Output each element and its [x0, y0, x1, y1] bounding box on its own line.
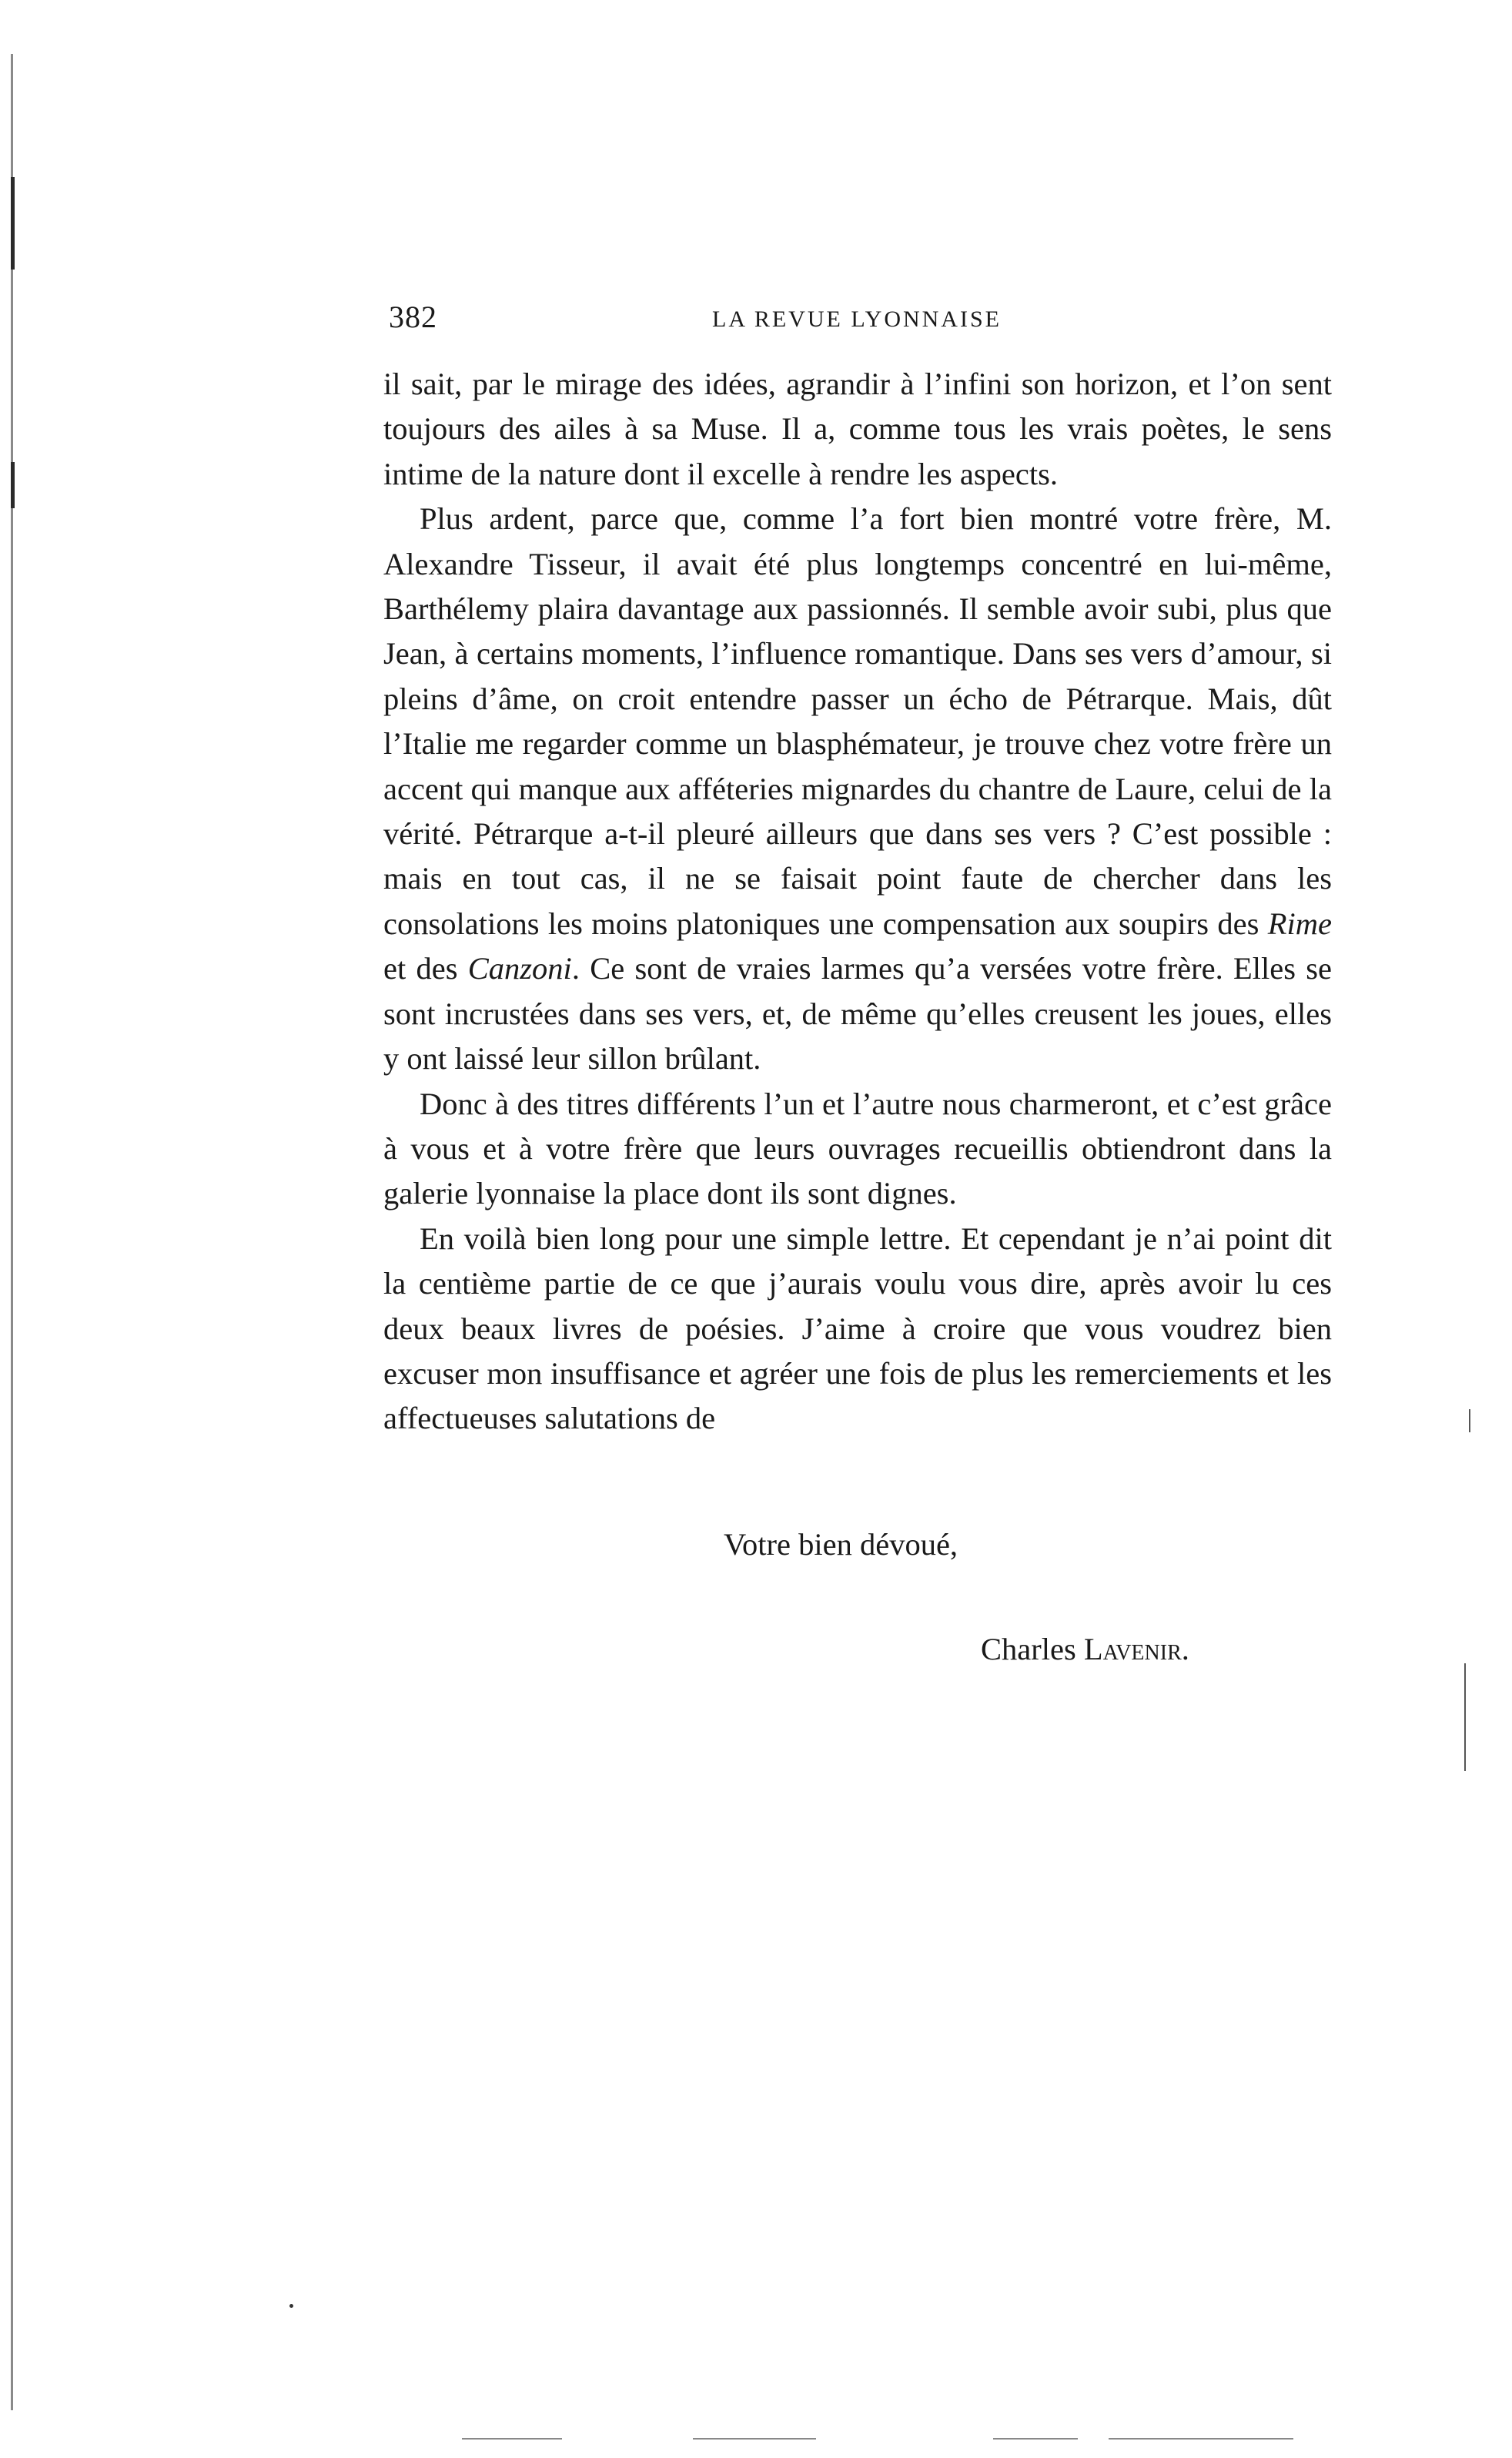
paragraph-2-conjunction: et des	[383, 951, 458, 986]
italic-title-rime: Rime	[1267, 906, 1333, 941]
letter-body	[383, 362, 1332, 1442]
running-head	[389, 299, 1336, 345]
signature-last-name: Lavenir	[1083, 1632, 1182, 1666]
paragraph-1: il sait, par le mirage des idées, agrandir à l’infini son horizon, et l’on sent toujours des ailes à sa Muse. Il a, comme tous les vrais poètes, le sens intime de la nature dont il excelle à rendre les aspects.	[383, 367, 1332, 491]
italic-title-canzoni: Canzoni	[467, 951, 572, 986]
journal-title: LA REVUE LYONNAISE	[712, 306, 1002, 332]
scan-speck	[289, 2304, 293, 2308]
paragraph-3: Donc à des titres différents l’un et l’autre nous charmeront, et c’est grâce à vous et à votre frère que leurs ouvrages recueillis obtiendront dans la galerie lyonnaise la place dont ils sont dignes.	[383, 1086, 1332, 1211]
paragraph-2-tail: . Ce sont de vraies larmes qu’a versées votre frère. Elles se sont incrustées dans ses vers, et, de même qu’elles creusent les joues, elles y ont laissé leur sillon brûlant.	[383, 951, 1332, 1077]
scan-margin-mark	[1464, 1725, 1466, 1771]
scan-bottom-rule	[993, 2438, 1078, 2440]
page-number: 382	[389, 300, 437, 334]
scan-gutter-mark	[11, 462, 15, 508]
scan-bottom-rule	[693, 2438, 816, 2440]
scan-gutter-mark	[11, 177, 15, 270]
scan-gutter-edge	[11, 54, 13, 2410]
signature	[981, 1631, 1189, 1667]
paragraph-4: En voilà bien long pour une simple lettre. Et cependant je n’ai point dit la centième partie de ce que j’aurais voulu vous dire, après avoir lu ces deux beaux livres de poésies. J’aime à croire que vous voudrez bien excuser mon insuffisance et agréer une fois de plus les remerciements et les affectueuses salutations de	[383, 1221, 1332, 1436]
signature-first-name: Charles	[981, 1632, 1076, 1666]
scan-bottom-rule	[1109, 2438, 1293, 2440]
scan-margin-mark	[1464, 1663, 1466, 1733]
signature-period: .	[1181, 1632, 1189, 1666]
scan-bottom-rule	[462, 2438, 562, 2440]
paragraph-2-text: Plus ardent, parce que, comme l’a fort bien montré votre frère, M. Alexandre Tisseur, il avait été plus longtemps concentré en lui-même, Barthélemy plaira davantage aux passionnés. Il semble avoir subi, plus que Jean, à certains moments, l’influence romantique. Dans ses vers d’amour, si pleins d’âme, on croit entendre passer un écho de Pétrarque. Mais, dût l’Italie me regarder comme un blasphémateur, je trouve chez votre frère un accent qui manque aux afféteries mignardes du chantre de Laure, celui de la vérité. Pétrarque a-t-il pleuré ailleurs que dans ses vers ? C’est possible : mais en tout cas, il ne se faisait point faute de chercher dans les consolations les moins platoniques une compensation aux soupirs des	[383, 501, 1332, 941]
closing-salutation: Votre bien dévoué,	[724, 1527, 958, 1562]
scan-margin-mark	[1469, 1409, 1470, 1432]
paragraph-2	[383, 497, 1332, 1081]
